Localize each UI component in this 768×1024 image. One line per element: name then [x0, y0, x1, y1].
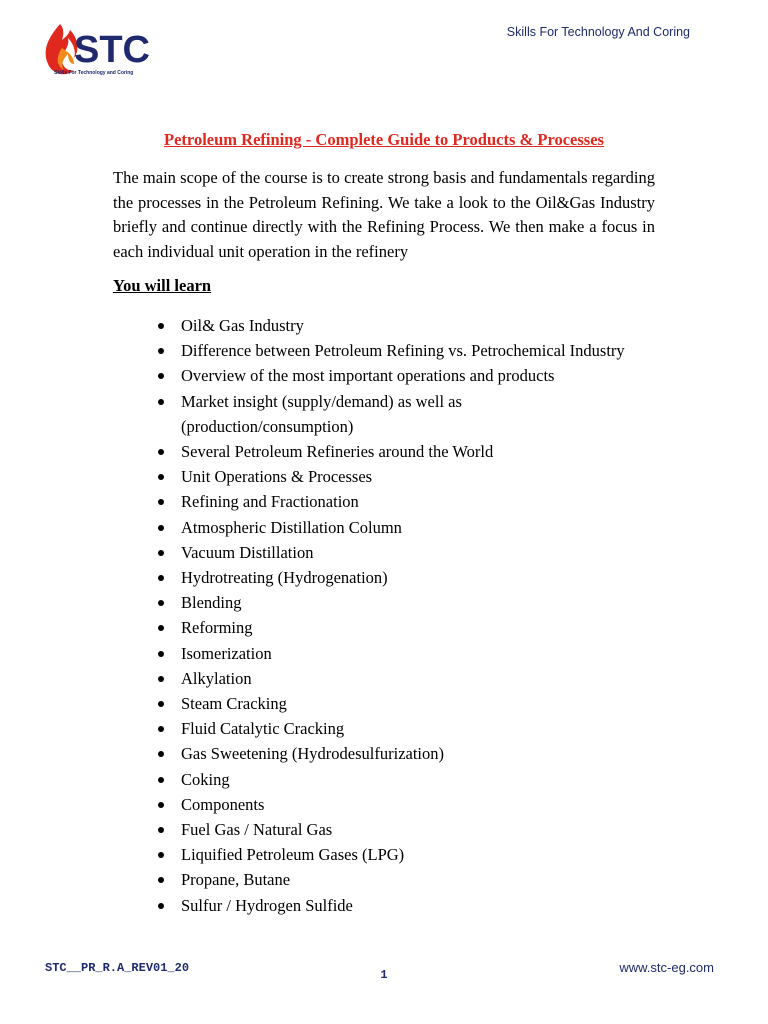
list-item	[158, 792, 678, 817]
list-item	[158, 464, 678, 489]
page-number: 1	[380, 968, 388, 982]
list-item-text: Liquified Petroleum Gases (LPG)	[181, 845, 405, 865]
list-item	[158, 767, 678, 792]
logo-subtext: Skills For Technology and Coring	[54, 70, 134, 76]
list-item-text: Fuel Gas / Natural Gas	[181, 820, 333, 840]
logo-text: STC	[74, 29, 150, 71]
list-item-text: Propane, Butane	[181, 870, 291, 890]
list-item	[158, 641, 678, 666]
list-item-text: Several Petroleum Refineries around the World	[181, 442, 494, 462]
list-item-text: Alkylation	[181, 668, 252, 688]
list-item-text: Market insight (supply/demand) as well as	[181, 391, 462, 411]
list-item	[158, 716, 678, 741]
list-item	[158, 565, 678, 590]
list-item	[158, 893, 678, 918]
list-item-continuation: (production/consumption)	[181, 416, 354, 436]
list-item	[158, 389, 678, 439]
list-item-text: Hydrotreating (Hydrogenation)	[181, 568, 388, 588]
list-item	[158, 867, 678, 892]
list-item	[158, 691, 678, 716]
list-item-text: Isomerization	[181, 643, 272, 663]
list-item-text: Overview of the most important operations and products	[181, 366, 555, 386]
website-link[interactable]: www.stc-eg.com	[619, 960, 714, 975]
document-title: Petroleum Refining - Complete Guide to Products & Processes	[164, 130, 604, 149]
list-item-text: Steam Cracking	[181, 694, 287, 714]
header-tagline: Skills For Technology And Coring	[506, 25, 690, 39]
list-item	[158, 615, 678, 640]
list-item-text: Coking	[181, 769, 230, 789]
list-item	[158, 590, 678, 615]
list-item-text: Gas Sweetening (Hydrodesulfurization)	[181, 744, 445, 764]
list-item-text: Blending	[181, 593, 242, 613]
list-item-text: Components	[181, 794, 265, 814]
list-item-text: Reforming	[181, 618, 253, 638]
learning-list	[158, 313, 678, 918]
list-item	[158, 363, 678, 388]
learn-heading: You will learn	[113, 276, 212, 295]
list-item	[158, 489, 678, 514]
list-item-text: Vacuum Distillation	[181, 542, 314, 562]
list-item-text: Refining and Fractionation	[181, 492, 359, 512]
list-item	[158, 666, 678, 691]
list-item-text: Sulfur / Hydrogen Sulfide	[181, 895, 353, 915]
list-item	[158, 817, 678, 842]
list-item	[158, 842, 678, 867]
list-item-text: Unit Operations & Processes	[181, 467, 373, 487]
list-item	[158, 741, 678, 766]
list-item-text: Oil& Gas Industry	[181, 316, 304, 335]
list-item	[158, 439, 678, 464]
list-item	[158, 313, 678, 338]
intro-paragraph: The main scope of the course is to create strong basis and fundamentals regarding the processes in the Petroleum Refining. We take a look to the Oil&Gas Industry briefly and continue directly with the Refining Process. We then make a focus in each individual unit operation in the refinery	[113, 168, 655, 261]
document-code: STC__PR_R.A_REV01_20	[45, 961, 190, 975]
list-item	[158, 515, 678, 540]
list-item-text: Difference between Petroleum Refining vs. Petrochemical Industry	[181, 341, 625, 361]
list-item-text: Fluid Catalytic Cracking	[181, 719, 345, 739]
list-item	[158, 540, 678, 565]
list-item	[158, 338, 678, 363]
list-item-text: Atmospheric Distillation Column	[181, 517, 402, 537]
